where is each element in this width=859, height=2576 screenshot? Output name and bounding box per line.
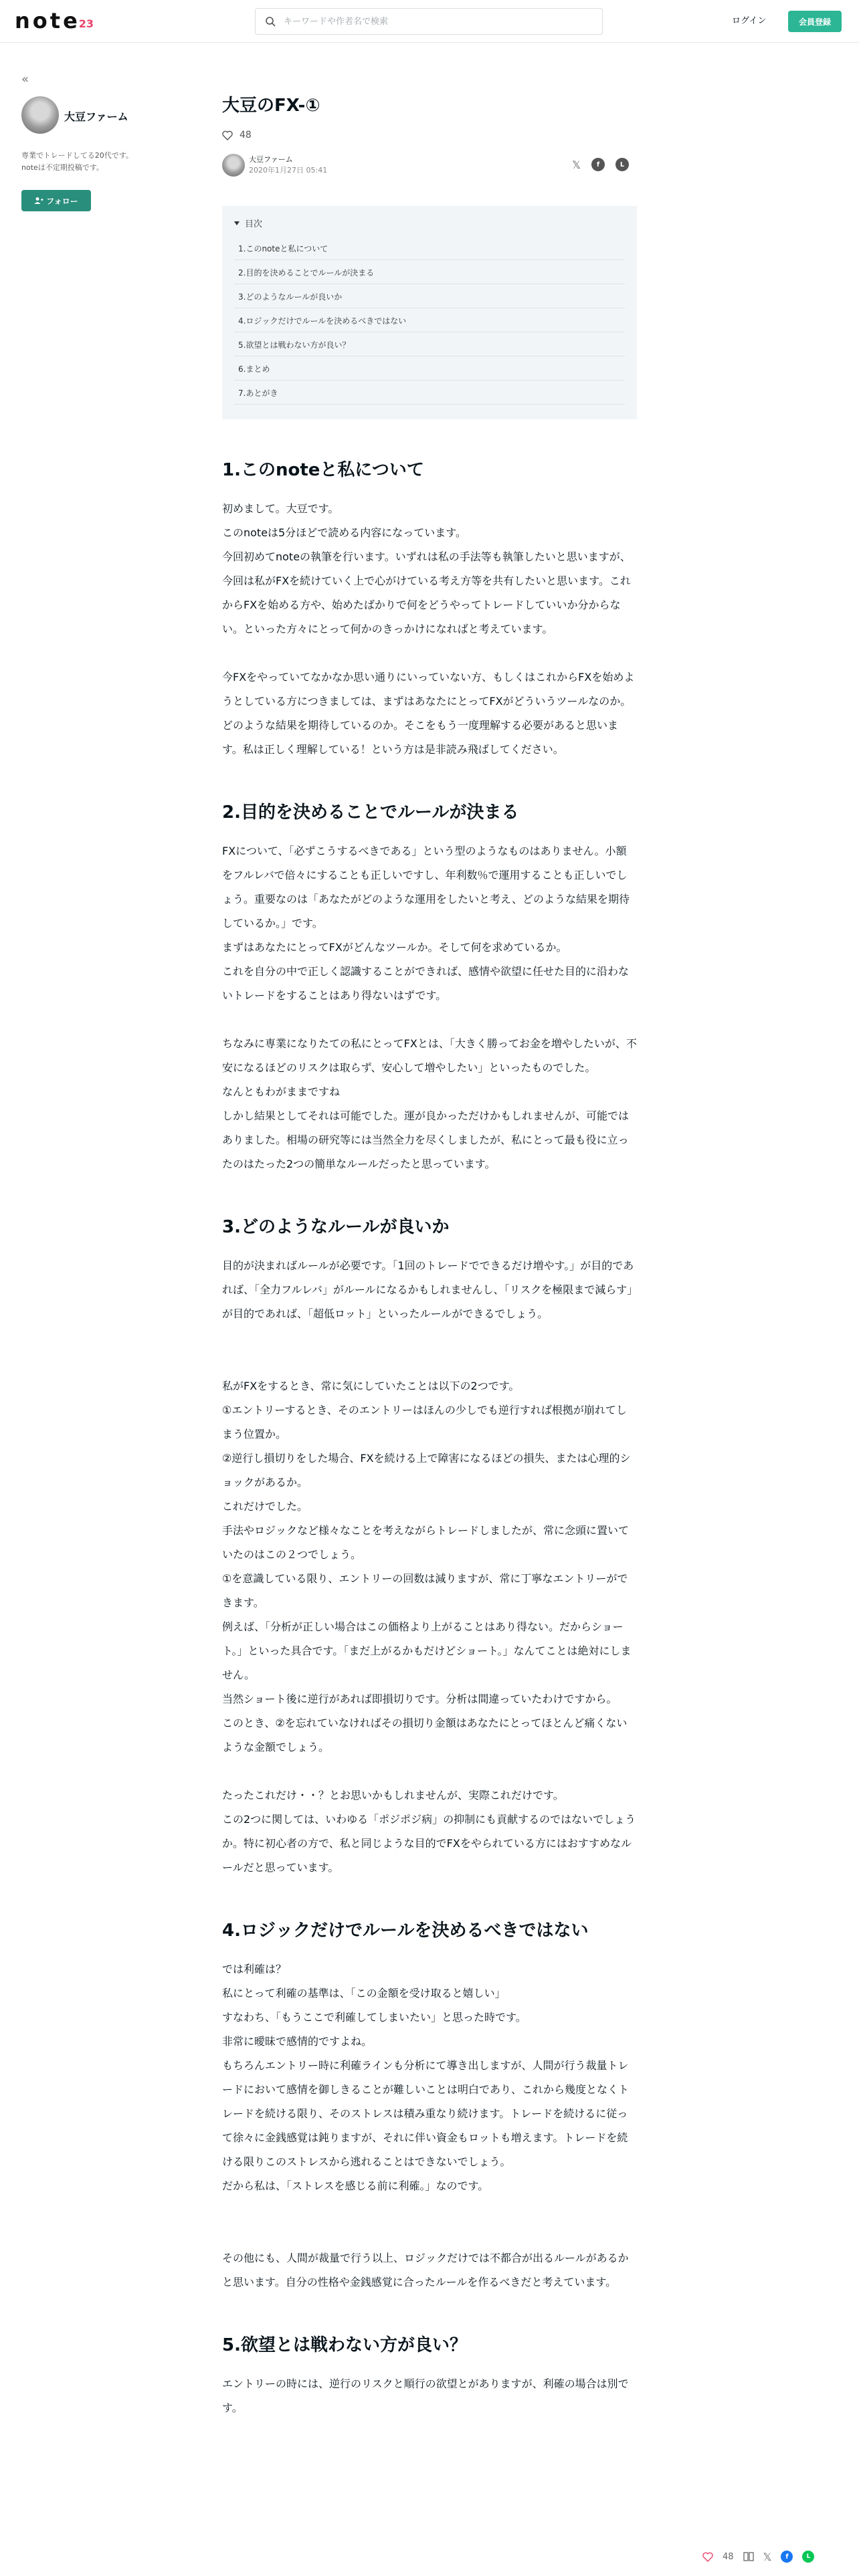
note-logo[interactable] [15,9,94,32]
body-paragraph: まずはあなたにとってFXがどんなツールか。そして何を求めているか。 [222,941,567,954]
toc-item[interactable]: 6.まとめ [234,356,625,381]
body-paragraph: すなわち、「もうここで利確してしまいたい」と思った時です。 [222,2011,527,2024]
global-header [0,0,859,43]
line-share-icon[interactable]: L [802,2551,814,2563]
body-paragraph: 私にとって利確の基準は、「この金額を受け取ると嬉しい」 [222,1987,506,2000]
toc-item[interactable]: 5.欲望とは戦わない方が良い？ [234,332,625,356]
like-count[interactable]: 48 [240,130,252,140]
body-paragraph: FXについて、「必ずこうするべきである」という型のようなものはありません。小額をフルレバで倍々にすることも正しいですし、年利数％で運用することも正しいでしょう。重要なのは「あなたがどのような運用をしたいと考え、どのような結果を期待しているか。」です。 [222,845,630,930]
article-title: 大豆のFX-① [222,96,320,116]
article [222,92,637,2420]
search-box[interactable] [255,8,603,35]
body-paragraph: 今回初めてnoteの執筆を行います。いずれは私の手法等も執筆したいと思いますが、今回は私がFXを続けていく上で心がけている考え方等を共有したいと思います。これからFXを始める方や、始めたばかりで何をどうやってトレードしていいか分からない。といった方々にとって何かのきっかけになればと考えています。 [222,550,631,635]
toc-item[interactable]: 3.どのようなルールが良いか [234,284,625,308]
body-paragraph: このとき、②を忘れていなければその損切り金額はあなたにとってほとんど痛くないような金額でしょう。 [222,1717,628,1753]
x-share-icon[interactable]: 𝕏 [763,2550,772,2563]
section-heading: 3.どのようなルールが良いか [222,1217,450,1237]
collapse-sidebar-icon[interactable]: « [21,72,29,86]
body-paragraph: 当然ショート後に逆行があれば即損切りです。分析は間違っていたわけですから。 [222,1693,617,1705]
logo-anniversary-badge: 23 [78,17,94,30]
logo-text: note [15,8,80,33]
share-buttons [572,158,629,171]
toc-label: 目次 [245,219,263,229]
author-avatar[interactable] [222,154,245,177]
search-input[interactable] [284,17,591,27]
follow-button[interactable] [21,190,91,211]
body-paragraph: その他にも、人間が裁量で行う以上、ロジックだけでは不都合が出るルールがあるかと思います。自分の性格や金銭感覚に合ったルールを作るべきだと考えています。 [222,2252,629,2288]
add-user-icon [34,197,43,205]
toc-item[interactable]: 7.あとがき [234,381,625,405]
author-name[interactable]: 大豆ファーム [249,155,293,164]
post-date: 2020年1月27日 05:41 [249,166,328,175]
body-paragraph: 手法やロジックなど様々なことを考えながらトレードしましたが、常に念頭に置いていたのはこの２つでしょう。 [222,1524,630,1561]
body-paragraph: この2つに関しては、いわゆる「ポジポジ病」の抑制にも貢献するのではないでしょうか。特に初心者の方で、私と同じような目的でFXをやられている方にはおすすめなルールだと思っています。 [222,1813,636,1874]
creator-bio-line: 専業でトレードしてる20代です。 [21,151,133,160]
follow-label: フォロー [46,196,78,206]
signup-button[interactable]: 会員登録 [788,11,842,32]
search-icon [265,16,276,27]
heart-icon[interactable] [702,2552,713,2562]
like-row [222,130,637,140]
toc-item[interactable]: 4.ロジックだけでルールを決めるべきではない [234,308,625,332]
login-link[interactable]: ログイン [732,16,767,26]
body-paragraph: 今FXをやっていてなかなか思い通りにいっていない方、もしくはこれからFXを始めようとしている方につきましては、まずはあなたにとってFXがどういうツールなのか。どのような結果を期待しているのか。そこをもう一度理解する必要があると思います。私は正しく理解している！という方は是非読み飛ばしてください。 [222,671,635,756]
body-paragraph: 非常に曖昧で感情的ですよね。 [222,2035,373,2048]
caret-down-icon [234,221,240,225]
toc-header[interactable] [234,217,625,229]
author-row [222,154,637,177]
body-paragraph: ①エントリーするとき、そのエントリーはほんの少しでも逆行すれば根拠が崩れてしまう位置か。 [222,1404,627,1440]
facebook-share-icon[interactable]: f [781,2551,793,2563]
toc-item[interactable]: 1.このnoteと私について [234,236,625,260]
body-paragraph: しかし結果としてそれは可能でした。運が良かっただけかもしれませんが、可能ではありました。相場の研究等には当然全力を尽くしましたが、私にとって最も役に立ったのはたった2つの簡単なルールだったと思っています。 [222,1109,630,1170]
creator-name[interactable]: 大豆ファーム [64,110,128,123]
toc-item[interactable]: 2.目的を決めることでルールが決まる [234,260,625,284]
body-paragraph: では利確は？ [222,1963,287,1975]
section-heading: 5.欲望とは戦わない方が良い？ [222,2335,467,2355]
creator-avatar[interactable] [21,96,59,134]
body-paragraph: だから私は、「ストレスを感じる前に利確。」なのです。 [222,2179,489,2192]
body-paragraph: これだけでした。 [222,1500,308,1513]
magazine-icon[interactable] [743,2552,754,2561]
body-paragraph: 例えば、「分析が正しい場合はこの価格より上がることはあり得ない。だからショート。」といった具合です。「まだ上がるかもだけどショート。」なんてことは絶対にしません。 [222,1620,632,1681]
body-paragraph: たったこれだけ・・？とお思いかもしれませんが、実際これだけです。 [222,1789,564,1802]
body-paragraph: なんともわがままですね [222,1085,341,1098]
section-heading: 4.ロジックだけでルールを決めるべきではない [222,1921,589,1941]
heart-icon[interactable] [222,130,233,140]
body-paragraph: ①を意識している限り、エントリーの回数は減りますが、常に丁寧なエントリーができます。 [222,1572,628,1609]
facebook-share-icon[interactable]: f [591,158,605,171]
body-paragraph: ちなみに専業になりたての私にとってFXとは、「大きく勝ってお金を増やしたいが、不安になるほどのリスクは取らず、安心して増やしたい」といったものでした。 [222,1037,637,1074]
creator-bio-line: noteは不定期投稿です。 [21,163,104,172]
table-of-contents [222,206,637,419]
section-heading: 2.目的を決めることでルールが決まる [222,802,519,823]
x-share-icon[interactable]: 𝕏 [572,158,581,171]
body-paragraph: 私がFXをするとき、常に気にしていたことは以下の2つです。 [222,1380,520,1392]
body-paragraph: ②逆行し損切りをした場合、FXを続ける上で障害になるほどの損失、または心理的ショックがあるか。 [222,1452,631,1489]
body-paragraph: このnoteは5分ほどで読める内容になっています。 [222,526,466,539]
line-share-icon[interactable]: L [615,158,629,171]
like-count[interactable]: 48 [723,2551,734,2562]
body-paragraph: もちろんエントリー時に利確ラインも分析にて導き出しますが、人間が行う裁量トレードにおいて感情を御しきることが難しいことは明白であり、これから幾度となくトレードを続ける限り、そのストレスは積み重なり続けます。トレードを続けるに従って徐々に金銭感覚は鈍りますが、それに伴い資金もロットも増えます。トレードを続ける限りこのストレスから逃れることはできないでしょう。 [222,2059,630,2168]
body-paragraph: これを自分の中で正しく認識することができれば、感情や欲望に任せた目的に沿わないトレードをすることはあり得ないはずです。 [222,965,630,1002]
body-paragraph: 目的が決まればルールが必要です。「1回のトレードでできるだけ増やす。」が目的であれば、「全力フルレバ」がルールになるかもしれませんし、「リスクを極限まで減らす」が目的であれば、「超低ロット」といったルールができるでしょう。 [222,1259,634,1320]
creator-bio [21,150,182,174]
body-paragraph: エントリーの時には、逆行のリスクと順行の欲望とがありますが、利確の場合は別です。 [222,2377,629,2414]
floating-action-bar [702,2545,850,2568]
body-paragraph: 初めまして。大豆です。 [222,502,339,515]
section-heading: 1.このnoteと私について [222,460,424,480]
